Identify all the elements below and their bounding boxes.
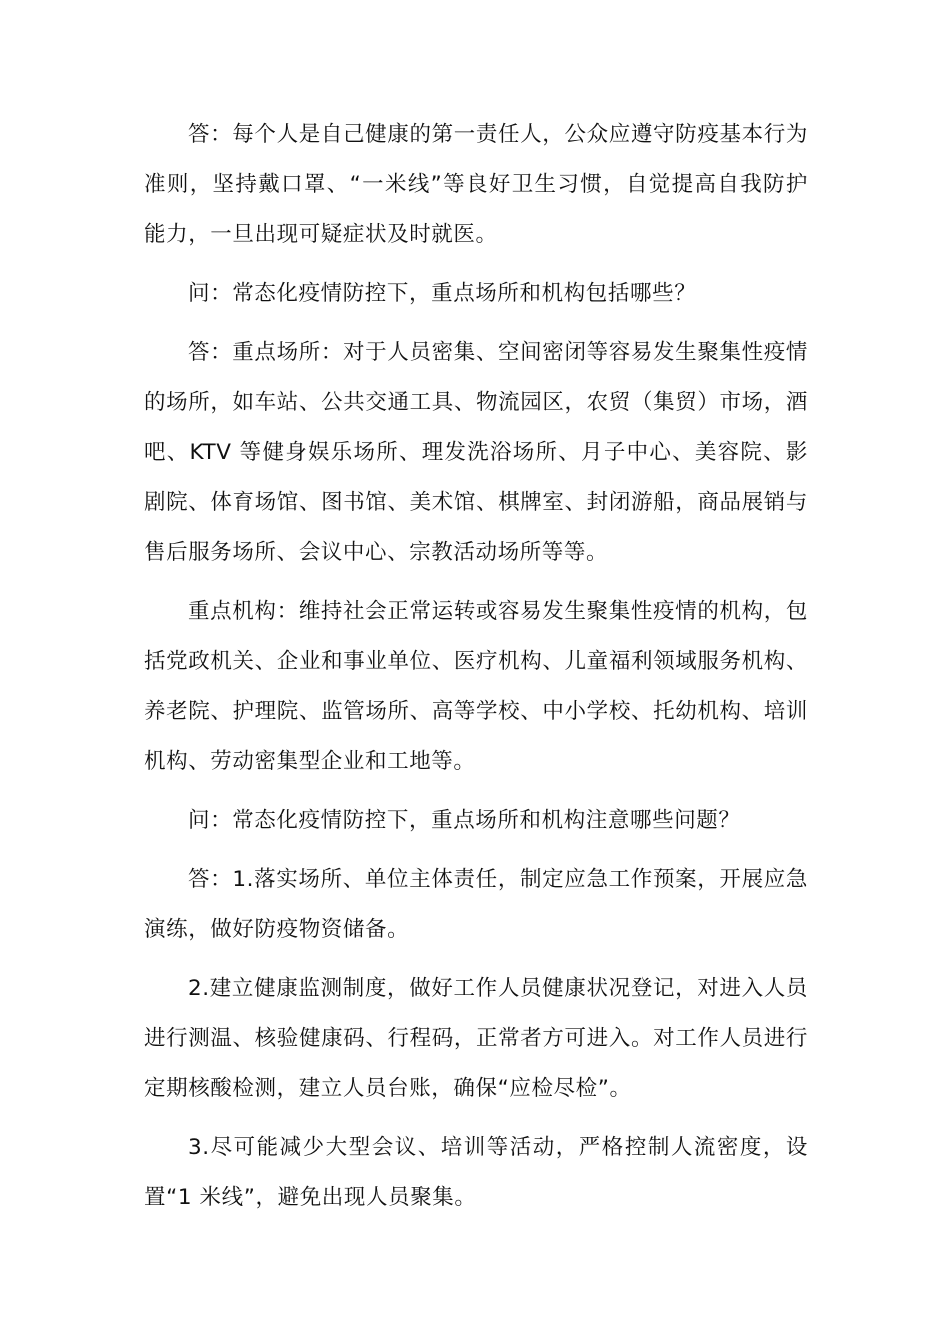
- paragraph-answer-key-places: 答：重点场所：对于人员密集、空间密闭等容易发生聚集性疫情的场所，如车站、公共交通工具、物流园区，农贸（集贸）市场，酒吧、KTV 等健身娱乐场所、理发洗浴场所、月子中心、美容院、影剧院、体育场馆、图书馆、美术馆、棋牌室、封闭游船，商品展销与售后服务场所、会议中心、宗教活动场所等等。: [144, 340, 808, 565]
- paragraph-question-key-issues: 问：常态化疫情防控下，重点场所和机构注意哪些问题？: [188, 808, 741, 833]
- paragraph-answer-item-2: 2.建立健康监测制度，做好工作人员健康状况登记，对进入人员进行测温、核验健康码、行程码，正常者方可进入。对工作人员进行定期核酸检测，建立人员台账，确保“应检尽检”。: [144, 976, 808, 1101]
- document-body: [144, 110, 808, 1232]
- paragraph-key-institutions: 重点机构：维持社会正常运转或容易发生聚集性疫情的机构，包括党政机关、企业和事业单位、医疗机构、儿童福利领域服务机构、养老院、护理院、监管场所、高等学校、中小学校、托幼机构、培训机构、劳动密集型企业和工地等。: [144, 599, 808, 774]
- paragraph-question-key-places: 问：常态化疫情防控下，重点场所和机构包括哪些？: [188, 281, 697, 306]
- paragraph-answer-personal-responsibility: 答：每个人是自己健康的第一责任人，公众应遵守防疫基本行为准则，坚持戴口罩、“一米线”等良好卫生习惯，自觉提高自我防护能力，一旦出现可疑症状及时就医。: [144, 122, 808, 247]
- paragraph-answer-item-1: 答：1.落实场所、单位主体责任，制定应急工作预案，开展应急演练，做好防疫物资储备。: [144, 867, 808, 942]
- paragraph-answer-item-3: 3.尽可能减少大型会议、培训等活动，严格控制人流密度，设置“1 米线”，避免出现人员聚集。: [144, 1135, 808, 1210]
